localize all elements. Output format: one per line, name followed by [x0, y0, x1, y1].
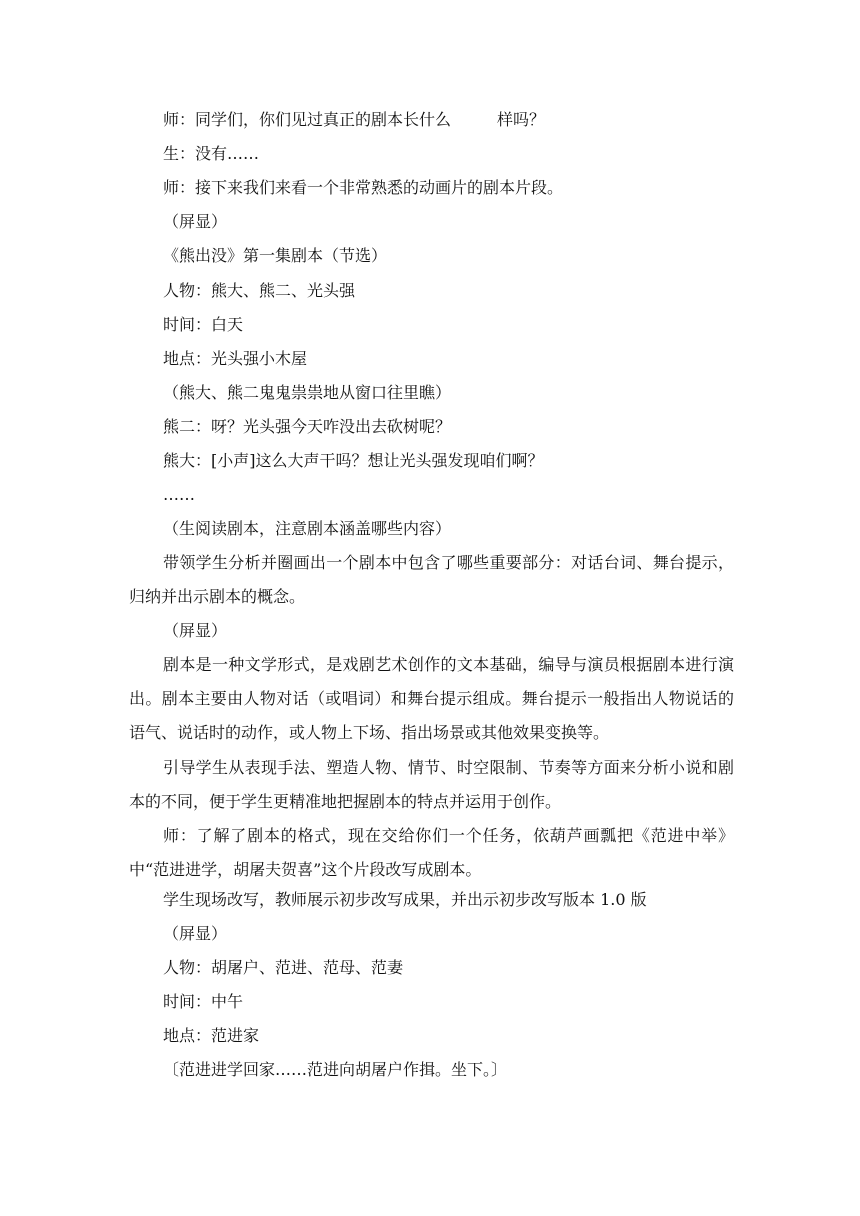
- paragraph: 带领学生分析并圈画出一个剧本中包含了哪些重要部分：对话台词、舞台提示，归纳并出示剧本的概念。: [129, 553, 734, 606]
- text-line: [163, 109, 545, 131]
- text-line: 熊大：[小声]这么大声干吗？想让光头强发现咱们啊？: [163, 451, 544, 470]
- text-line: （屏显）: [163, 212, 228, 231]
- paragraph: 师：了解了剧本的格式，现在交给你们一个任务，依葫芦画瓢把《范进中举》中“范进进学，胡屠夫贺喜”这个片段改写成剧本。: [129, 826, 734, 879]
- paragraph: 引导学生从表现手法、塑造人物、情节、时空限制、节奏等方面来分析小说和剧本的不同，便于学生更精准地把握剧本的特点并运用于创作。: [129, 758, 734, 811]
- text-line: 〔范进进学回家……范进向胡屠户作揖。坐下。〕: [163, 1060, 508, 1079]
- text-line: 师：接下来我们来看一个非常熟悉的动画片的剧本片段。: [163, 178, 564, 197]
- text-line: ……: [163, 485, 195, 504]
- text-line: 生：没有……: [163, 144, 260, 163]
- text-line: 学生现场改写，教师展示初步改写成果，并出示初步改写版本 1.0 版: [163, 890, 647, 909]
- text-line: 地点：光头强小木屋: [163, 349, 308, 368]
- text-line: 时间：白天: [163, 315, 244, 334]
- paragraph: 剧本是一种文学形式，是戏剧艺术创作的文本基础，编导与演员根据剧本进行演出。剧本主要由人物对话（或唱词）和舞台提示组成。舞台提示一般指出人物说话的语气、说话时的动作，或人物上下场、指出场景或其他效果变换等。: [129, 655, 734, 742]
- text-line: 熊二：呀？光头强今天咋没出去砍树呢？: [163, 417, 452, 436]
- text-line: 地点：范进家: [163, 1026, 260, 1045]
- text-line: 时间：中午: [163, 992, 244, 1011]
- text-segment: 师：同学们，你们见过真正的剧本长什么: [163, 110, 452, 129]
- text-segment: 样吗？: [497, 110, 546, 129]
- text-line: （屏显）: [163, 924, 228, 943]
- text-line: （熊大、熊二鬼鬼祟祟地从窗口往里瞧）: [163, 383, 452, 402]
- text-line: 《熊出没》第一集剧本（节选）: [163, 246, 388, 265]
- text-line: （屏显）: [163, 621, 228, 640]
- text-line: 人物：胡屠户、范进、范母、范妻: [163, 958, 404, 977]
- text-line: （生阅读剧本，注意剧本涵盖哪些内容）: [163, 519, 452, 538]
- text-line: 人物：熊大、熊二、光头强: [163, 281, 356, 300]
